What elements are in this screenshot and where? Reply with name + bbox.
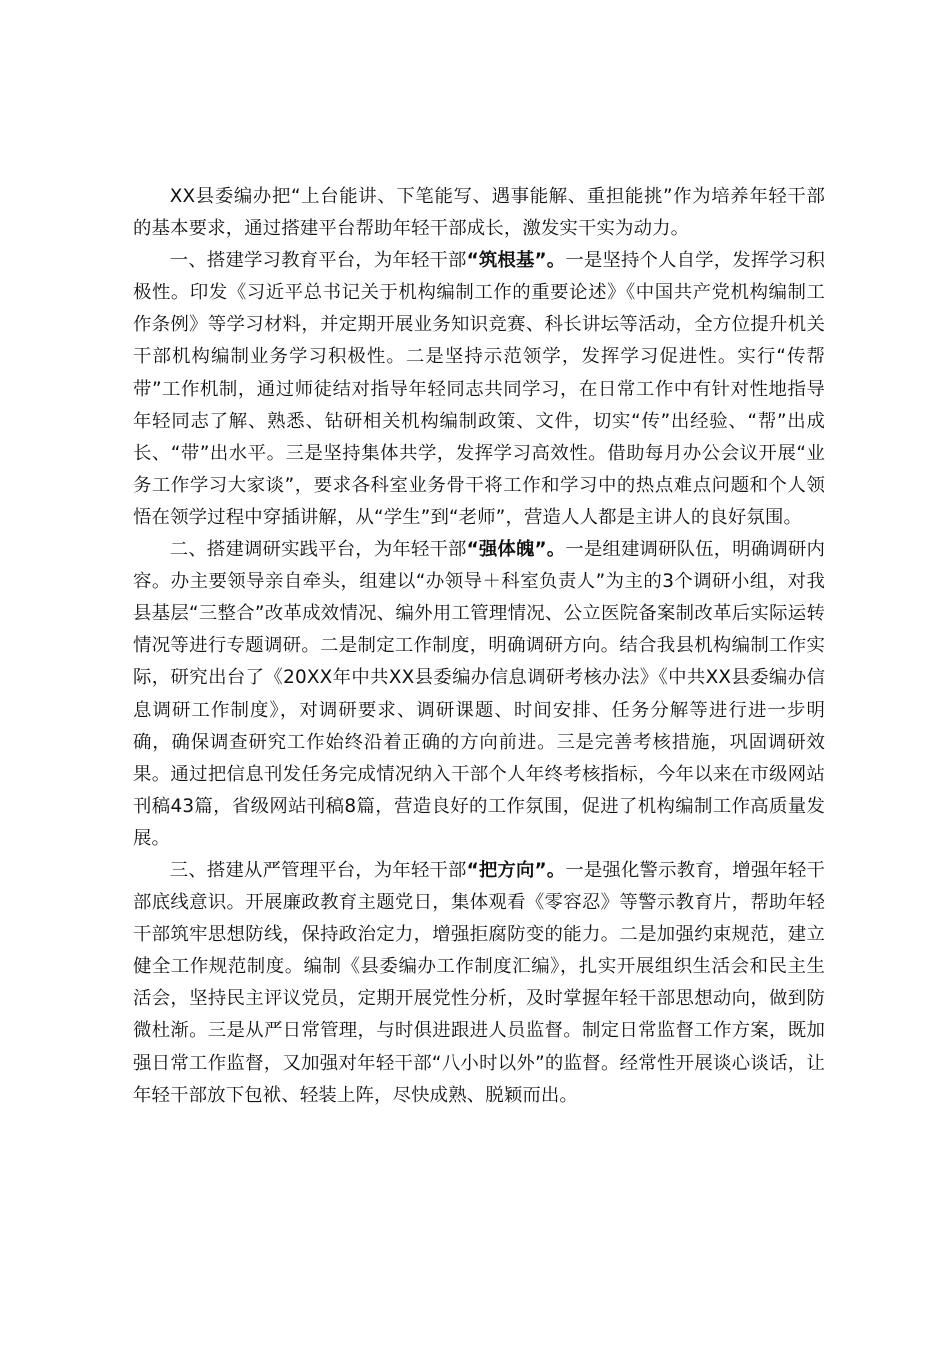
intro-paragraph <box>133 181 825 245</box>
section-one-lead: 一、搭建学习教育平台，为年轻干部 <box>169 250 467 272</box>
section-two-emphasis: “强体魄”。 <box>466 539 566 561</box>
section-three-lead: 三、搭建从严管理平台，为年轻干部 <box>169 859 467 881</box>
intro-text: XX县委编办把“上台能讲、下笔能写、遇事能解、重担能挑”作为培养年轻干部的基本要求，通过搭建平台帮助年轻干部成长，激发实干实为动力。 <box>133 186 825 240</box>
section-three-paragraph <box>133 855 825 1112</box>
section-one-emphasis: “筑根基”。 <box>466 250 566 272</box>
section-two-paragraph <box>133 534 825 855</box>
section-one-body: 一是坚持个人自学，发挥学习积极性。印发《习近平总书记关于机构编制工作的重要论述》《中国共产党机构编制工作条例》等学习材料，并定期开展业务知识竞赛、科长讲坛等活动，全方位提升机关干部机构编制业务学习积极性。二是坚持示范领学，发挥学习促进性。实行“传帮带”工作机制，通过师徒结对指导年轻同志共同学习，在日常工作中有针对性地指导年轻同志了解、熟悉、钻研相关机构编制政策、文件，切实“传”出经验、“帮”出成长、“带”出水平。三是坚持集体共学，发挥学习高效性。借助每月办公会议开展“业务工作学习大家谈”，要求各科室业务骨干将工作和学习中的热点难点问题和个人领悟在领学过程中穿插讲解，从“学生”到“老师”，营造人人都是主讲人的良好氛围。 <box>133 250 826 528</box>
section-three-emphasis: “把方向”。 <box>466 859 566 881</box>
section-one-paragraph <box>133 245 825 534</box>
section-two-lead: 二、搭建调研实践平台，为年轻干部 <box>169 539 467 561</box>
section-three-body: 一是强化警示教育，增强年轻干部底线意识。开展廉政教育主题党日，集体观看《零容忍》等警示教育片，帮助年轻干部筑牢思想防线，保持政治定力，增强拒腐防变的能力。二是加强约束规范，建立健全工作规范制度。编制《县委编办工作制度汇编》，扎实开展组织生活会和民主生活会，坚持民主评议党员，定期开展党性分析，及时掌握年轻干部思想动向，做到防微杜渐。三是从严日常管理，与时俱进跟进人员监督。制定日常监督工作方案，既加强日常工作监督，又加强对年轻干部“八小时以外”的监督。经常性开展谈心谈话，让年轻干部放下包袱、轻装上阵，尽快成熟、脱颖而出。 <box>133 859 826 1106</box>
document-body <box>133 181 825 1112</box>
section-two-body: 一是组建调研队伍，明确调研内容。办主要领导亲自牵头，组建以“办领导＋科室负责人”为主的3个调研小组，对我县基层“三整合”改革成效情况、编外用工管理情况、公立医院备案制改革后实际运转情况等进行专题调研。二是制定工作制度，明确调研方向。结合我县机构编制工作实际，研究出台了《20XX年中共XX县委编办信息调研考核办法》《中共XX县委编办信息调研工作制度》，对调研要求、调研课题、时间安排、任务分解等进行进一步明确，确保调查研究工作始终沿着正确的方向前进。三是完善考核措施，巩固调研效果。通过把信息刊发任务完成情况纳入干部个人年终考核指标，今年以来在市级网站刊稿43篇，省级网站刊稿8篇，营造良好的工作氛围，促进了机构编制工作高质量发展。 <box>133 539 826 849</box>
